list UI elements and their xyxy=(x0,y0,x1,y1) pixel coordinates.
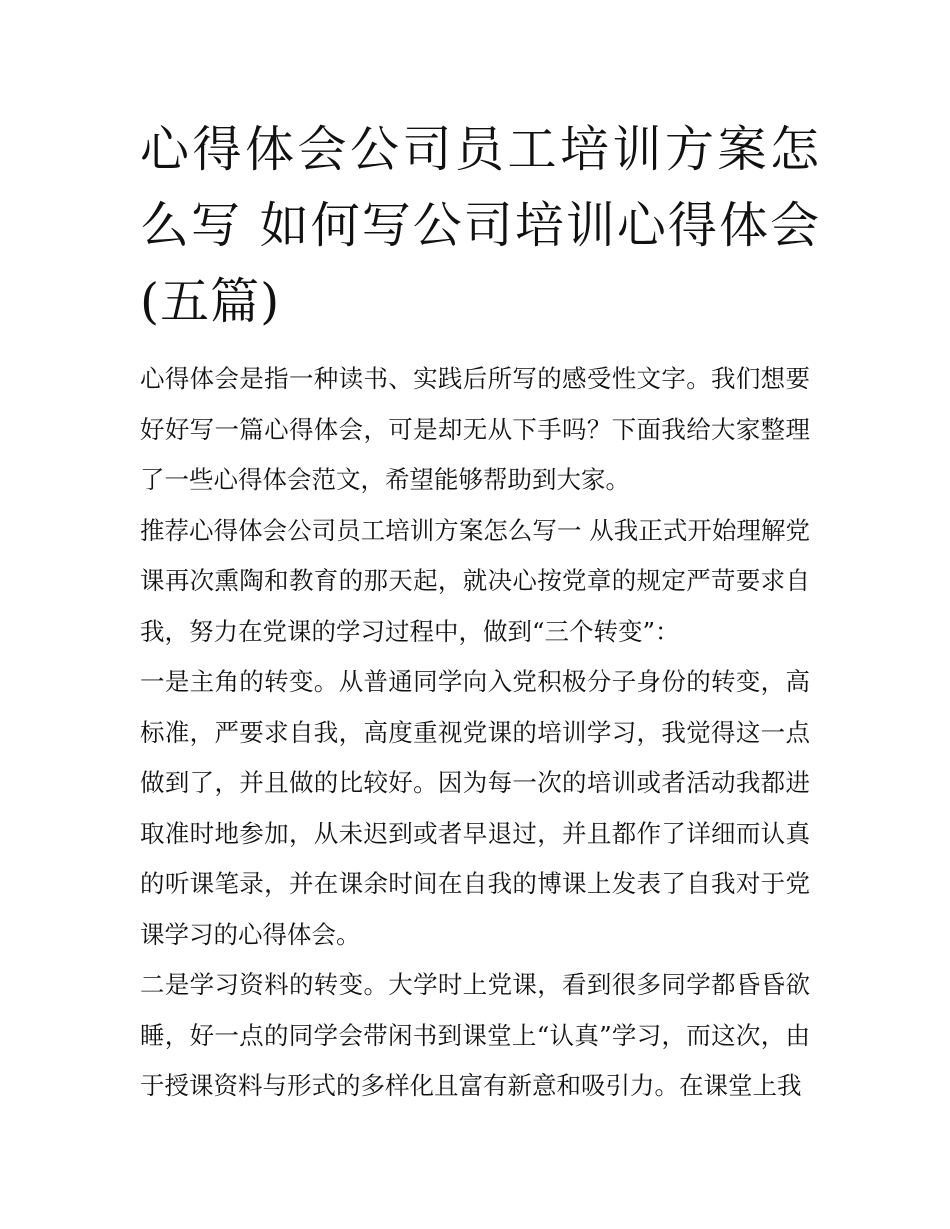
document-body xyxy=(140,354,810,1112)
document-title: 心得体会公司员工培训方案怎么写 如何写公司培训心得体会(五篇) xyxy=(140,121,820,330)
paragraph-intro: 心得体会是指一种读书、实践后所写的感受性文字。我们想要好好写一篇心得体会，可是却无从下手吗？下面我给大家整理了一些心得体会范文，希望能够帮助到大家。 xyxy=(140,364,810,494)
paragraph-recommend: 推荐心得体会公司员工培训方案怎么写一 从我正式开始理解党课再次熏陶和教育的那天起，就决心按党章的规定严苛要求自我，努力在党课的学习过程中，做到“三个转变”： xyxy=(140,515,810,646)
paragraph-material-change: 二是学习资料的转变。大学时上党课，看到很多同学都昏昏欲睡，好一点的同学会带闲书到课堂上“认真”学习，而这次，由于授课资料与形式的多样化且富有新意和吸引力。在课堂上我 xyxy=(140,970,810,1100)
paragraph-role-change: 一是主角的转变。从普通同学向入党积极分子身份的转变，高标准，严要求自我，高度重视党课的培训学习，我觉得这一点做到了，并且做的比较好。因为每一次的培训或者活动我都进取准时地参加，从未迟到或者早退过，并且都作了详细而认真的听课笔录，并在课余时间在自我的博课上发表了自我对于党课学习的心得体会。 xyxy=(140,667,810,949)
